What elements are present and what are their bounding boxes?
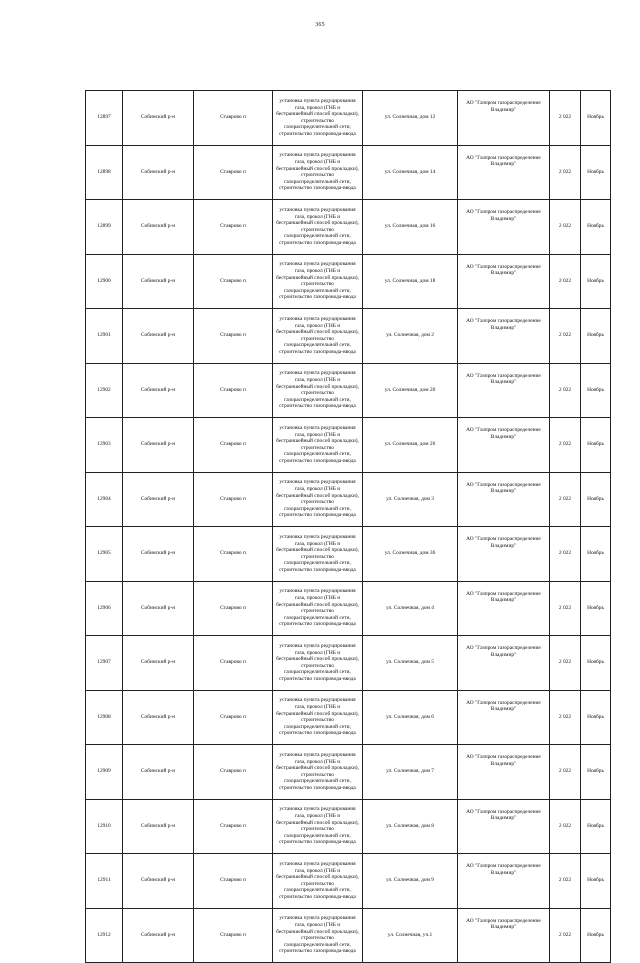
district-cell: Собинский р-н	[123, 254, 194, 309]
year-cell: 2 022	[550, 636, 581, 691]
district-cell: Собинский р-н	[123, 854, 194, 909]
organization-line: АО "Газпром газораспределение	[466, 427, 541, 433]
organization-line: Владимир"	[490, 542, 517, 549]
address-cell: ул. Солнечная, дом 20	[363, 363, 458, 418]
organization-cell	[458, 527, 550, 582]
district-cell: Собинский р-н	[123, 527, 194, 582]
work-description-cell	[273, 581, 363, 636]
work-description-cell	[273, 91, 363, 146]
table-row	[86, 799, 611, 854]
month-cell: Ноябрь	[581, 636, 611, 691]
work-description-cell	[273, 363, 363, 418]
address-cell: ул. Солнечная, дом 7	[363, 745, 458, 800]
table-row	[86, 854, 611, 909]
gasification-schedule-table	[85, 90, 611, 963]
address-cell: ул. Солнечная, дом 2	[363, 309, 458, 364]
locality-cell: Ставрово п	[194, 745, 273, 800]
work-description-line: строительство газопровода-ввода	[279, 294, 356, 301]
year-cell: 2 022	[550, 527, 581, 582]
table-row	[86, 908, 611, 963]
work-description-line: строительство	[301, 281, 334, 288]
organization-line: АО "Газпром газораспределение	[466, 263, 541, 270]
table-row	[86, 418, 611, 473]
table-row	[86, 636, 611, 691]
work-description-line: строительство	[301, 826, 334, 833]
work-description-line: строительство	[301, 553, 334, 560]
row-number-cell: 12907	[86, 636, 123, 691]
work-description-line: газораспределительной сети,	[284, 451, 351, 458]
row-number-cell: 12898	[86, 145, 123, 200]
work-description-line: газораспределительной сети,	[284, 887, 351, 894]
year-cell: 2 022	[550, 472, 581, 527]
locality-cell: Ставрово п	[194, 690, 273, 745]
work-description-line: установка пункта редуцирования	[279, 915, 356, 922]
organization-line: Владимир"	[490, 433, 517, 440]
organization-line: Владимир"	[490, 161, 517, 168]
work-description-line: бестраншейный способ прокладки),	[276, 928, 359, 935]
work-description-cell	[273, 527, 363, 582]
locality-cell: Ставрово п	[194, 472, 273, 527]
work-description-line: газораспределительной сети,	[284, 342, 351, 349]
table-row	[86, 91, 611, 146]
organization-cell	[458, 908, 550, 963]
work-description-line: газа, прокол (ГНБ и	[294, 431, 341, 438]
organization-cell	[458, 363, 550, 418]
district-cell: Собинский р-н	[123, 690, 194, 745]
organization-line: Владимир"	[490, 270, 517, 277]
organization-line: АО "Газпром газораспределение	[466, 590, 541, 597]
year-cell: 2 022	[550, 799, 581, 854]
table-row	[86, 472, 611, 527]
organization-line: АО "Газпром газораспределение	[466, 318, 541, 324]
work-description-line: бестраншейный способ прокладки),	[276, 111, 359, 118]
year-cell: 2 022	[550, 581, 581, 636]
address-cell: ул. Солнечная, дом 36	[363, 527, 458, 582]
organization-line: АО "Газпром газораспределение	[466, 808, 541, 815]
work-description-line: газа, прокол (ГНБ и	[294, 377, 341, 384]
work-description-line: строительство	[301, 335, 334, 342]
work-description-line: газа, прокол (ГНБ и	[294, 922, 341, 929]
organization-line: Владимир"	[490, 760, 517, 767]
work-description-line: установка пункта редуцирования	[279, 152, 356, 159]
work-description-line: газа, прокол (ГНБ и	[294, 704, 341, 711]
work-description-line: газораспределительной сети,	[284, 941, 351, 948]
organization-cell	[458, 690, 550, 745]
work-description-line: газораспределительной сети,	[284, 614, 351, 621]
organization-line: Владимир"	[490, 215, 517, 222]
organization-line: Владимир"	[490, 706, 517, 713]
work-description-line: строительство	[301, 880, 334, 887]
district-cell: Собинский р-н	[123, 363, 194, 418]
work-description-cell	[273, 254, 363, 309]
month-cell: Ноябрь	[581, 581, 611, 636]
month-cell: Ноябрь	[581, 309, 611, 364]
table-row	[86, 254, 611, 309]
work-description-line: строительство	[301, 662, 334, 669]
work-description-line: газа, прокол (ГНБ и	[294, 104, 341, 111]
month-cell: Ноябрь	[581, 418, 611, 473]
organization-line: Владимир"	[490, 869, 517, 876]
work-description-line: строительство	[301, 771, 334, 778]
work-description-line: установка пункта редуцирования	[279, 588, 356, 595]
locality-cell: Ставрово п	[194, 200, 273, 255]
work-description-cell	[273, 636, 363, 691]
organization-cell	[458, 91, 550, 146]
work-description-line: бестраншейный способ прокладки),	[276, 710, 359, 717]
address-cell: ул. Солнечная, дом 3	[363, 472, 458, 527]
work-description-line: установка пункта редуцирования	[279, 479, 356, 486]
work-description-line: бестраншейный способ прокладки),	[276, 874, 359, 881]
work-description-line: строительство газопровода-ввода	[279, 621, 356, 628]
locality-cell: Ставрово п	[194, 418, 273, 473]
work-description-line: установка пункта редуцирования	[279, 206, 356, 213]
address-cell: ул. Солнечная, дом 5	[363, 636, 458, 691]
month-cell: Ноябрь	[581, 527, 611, 582]
year-cell: 2 022	[550, 745, 581, 800]
work-description-line: установка пункта редуцирования	[279, 370, 356, 377]
locality-cell: Ставрово п	[194, 854, 273, 909]
table-row	[86, 527, 611, 582]
work-description-line: бестраншейный способ прокладки),	[276, 765, 359, 772]
work-description-line: газа, прокол (ГНБ и	[294, 540, 341, 547]
work-description-line: строительство	[301, 717, 334, 724]
work-description-line: газа, прокол (ГНБ и	[294, 867, 341, 874]
month-cell: Ноябрь	[581, 91, 611, 146]
row-number-cell: 12908	[86, 690, 123, 745]
year-cell: 2 022	[550, 418, 581, 473]
locality-cell: Ставрово п	[194, 799, 273, 854]
work-description-line: строительство газопровода-ввода	[279, 730, 356, 737]
work-description-line: бестраншейный способ прокладки),	[276, 492, 359, 499]
organization-line: АО "Газпром газораспределение	[466, 154, 541, 161]
work-description-cell	[273, 418, 363, 473]
work-description-line: строительство газопровода-ввода	[279, 348, 356, 355]
row-number-cell: 12901	[86, 309, 123, 364]
address-cell: ул. Солнечная, дом 8	[363, 799, 458, 854]
work-description-line: строительство газопровода-ввода	[279, 239, 356, 246]
address-cell: ул. Солнечная, дом 9	[363, 854, 458, 909]
work-description-line: строительство газопровода-ввода	[279, 130, 356, 137]
work-description-cell	[273, 799, 363, 854]
organization-cell	[458, 745, 550, 800]
work-description-line: строительство газопровода-ввода	[279, 185, 356, 192]
work-description-line: строительство газопровода-ввода	[279, 566, 356, 573]
organization-line: АО "Газпром газораспределение	[466, 481, 541, 488]
work-description-line: установка пункта редуцирования	[279, 315, 356, 322]
organization-cell	[458, 636, 550, 691]
work-description-line: строительство газопровода-ввода	[279, 948, 356, 955]
organization-cell	[458, 309, 550, 364]
district-cell: Собинский р-н	[123, 200, 194, 255]
work-description-line: строительство	[301, 935, 334, 942]
work-description-line: газораспределительной сети,	[284, 669, 351, 676]
year-cell: 2 022	[550, 91, 581, 146]
locality-cell: Ставрово п	[194, 636, 273, 691]
work-description-cell	[273, 200, 363, 255]
address-cell: ул. Солнечная, дом 12	[363, 91, 458, 146]
work-description-line: газа, прокол (ГНБ и	[294, 813, 341, 820]
organization-line: АО "Газпром газораспределение	[466, 372, 541, 379]
year-cell: 2 022	[550, 309, 581, 364]
district-cell: Собинский р-н	[123, 799, 194, 854]
address-cell: ул. Солнечная, дом 6	[363, 690, 458, 745]
row-number-cell: 12905	[86, 527, 123, 582]
work-description-line: бестраншейный способ прокладки),	[276, 165, 359, 172]
district-cell: Собинский р-н	[123, 908, 194, 963]
organization-line: Владимир"	[490, 651, 517, 658]
work-description-cell	[273, 854, 363, 909]
work-description-line: бестраншейный способ прокладки),	[276, 656, 359, 663]
month-cell: Ноябрь	[581, 254, 611, 309]
district-cell: Собинский р-н	[123, 418, 194, 473]
district-cell: Собинский р-н	[123, 472, 194, 527]
year-cell: 2 022	[550, 690, 581, 745]
address-cell: ул. Солнечная, дом 16	[363, 200, 458, 255]
month-cell: Ноябрь	[581, 745, 611, 800]
district-cell: Собинский р-н	[123, 636, 194, 691]
address-cell: ул. Солнечная, дом 26	[363, 418, 458, 473]
row-number-cell: 12899	[86, 200, 123, 255]
year-cell: 2 022	[550, 363, 581, 418]
work-description-line: газораспределительной сети,	[284, 560, 351, 567]
work-description-line: бестраншейный способ прокладки),	[276, 819, 359, 826]
work-description-line: газораспределительной сети,	[284, 287, 351, 294]
work-description-line: бестраншейный способ прокладки),	[276, 274, 359, 281]
work-description-line: установка пункта редуцирования	[279, 261, 356, 268]
locality-cell: Ставрово п	[194, 527, 273, 582]
table-row	[86, 363, 611, 418]
row-number-cell: 12909	[86, 745, 123, 800]
year-cell: 2 022	[550, 145, 581, 200]
row-number-cell: 12903	[86, 418, 123, 473]
organization-cell	[458, 472, 550, 527]
district-cell: Собинский р-н	[123, 145, 194, 200]
work-description-line: газа, прокол (ГНБ и	[294, 649, 341, 656]
month-cell: Ноябрь	[581, 799, 611, 854]
district-cell: Собинский р-н	[123, 309, 194, 364]
work-description-line: строительство газопровода-ввода	[279, 457, 356, 464]
work-description-line: бестраншейный способ прокладки),	[276, 601, 359, 608]
year-cell: 2 022	[550, 200, 581, 255]
work-description-cell	[273, 690, 363, 745]
locality-cell: Ставрово п	[194, 309, 273, 364]
locality-cell: Ставрово п	[194, 145, 273, 200]
year-cell: 2 022	[550, 254, 581, 309]
table-row	[86, 200, 611, 255]
locality-cell: Ставрово п	[194, 254, 273, 309]
district-cell: Собинский р-н	[123, 91, 194, 146]
organization-line: АО "Газпром газораспределение	[466, 754, 541, 760]
work-description-line: установка пункта редуцирования	[279, 642, 356, 649]
work-description-line: газораспределительной сети,	[284, 396, 351, 403]
work-description-line: газораспределительной сети,	[284, 124, 351, 131]
organization-cell	[458, 854, 550, 909]
work-description-line: газораспределительной сети,	[284, 505, 351, 512]
organization-cell	[458, 254, 550, 309]
work-description-line: строительство	[301, 608, 334, 615]
row-number-cell: 12910	[86, 799, 123, 854]
work-description-line: бестраншейный способ прокладки),	[276, 329, 359, 336]
organization-cell	[458, 581, 550, 636]
organization-cell	[458, 799, 550, 854]
organization-line: Владимир"	[490, 597, 517, 604]
work-description-line: строительство	[301, 117, 334, 124]
table-row	[86, 745, 611, 800]
work-description-line: строительство	[301, 444, 334, 451]
work-description-line: строительство	[301, 390, 334, 397]
work-description-line: газораспределительной сети,	[284, 723, 351, 730]
locality-cell: Ставрово п	[194, 363, 273, 418]
locality-cell: Ставрово п	[194, 908, 273, 963]
organization-line: АО "Газпром газораспределение	[466, 863, 541, 869]
work-description-line: строительство газопровода-ввода	[279, 893, 356, 900]
month-cell: Ноябрь	[581, 200, 611, 255]
work-description-line: газораспределительной сети,	[284, 233, 351, 240]
work-description-line: газораспределительной сети,	[284, 778, 351, 785]
organization-line: АО "Газпром газораспределение	[466, 100, 541, 106]
row-number-cell: 12911	[86, 854, 123, 909]
row-number-cell: 12902	[86, 363, 123, 418]
work-description-line: установка пункта редуцирования	[279, 751, 356, 758]
row-number-cell: 12906	[86, 581, 123, 636]
organization-line: АО "Газпром газораспределение	[466, 536, 541, 542]
row-number-cell: 12904	[86, 472, 123, 527]
work-description-line: строительство	[301, 499, 334, 506]
organization-line: Владимир"	[490, 379, 517, 386]
work-description-line: газа, прокол (ГНБ и	[294, 213, 341, 220]
work-description-line: бестраншейный способ прокладки),	[276, 438, 359, 445]
work-description-cell	[273, 745, 363, 800]
address-cell: ул. Солнечная, дом 4	[363, 581, 458, 636]
address-cell: ул. Солнечная, уч.1	[363, 908, 458, 963]
row-number-cell: 12897	[86, 91, 123, 146]
work-description-line: газораспределительной сети,	[284, 832, 351, 839]
address-cell: ул. Солнечная, дом 18	[363, 254, 458, 309]
work-description-line: газа, прокол (ГНБ и	[294, 268, 341, 275]
work-description-line: установка пункта редуцирования	[279, 533, 356, 540]
address-cell: ул. Солнечная, дом 14	[363, 145, 458, 200]
work-description-line: строительство газопровода-ввода	[279, 839, 356, 846]
work-description-cell	[273, 472, 363, 527]
work-description-line: газа, прокол (ГНБ и	[294, 595, 341, 602]
organization-line: АО "Газпром газораспределение	[466, 699, 541, 706]
work-description-line: газа, прокол (ГНБ и	[294, 159, 341, 166]
work-description-cell	[273, 145, 363, 200]
month-cell: Ноябрь	[581, 908, 611, 963]
table-row	[86, 309, 611, 364]
month-cell: Ноябрь	[581, 145, 611, 200]
month-cell: Ноябрь	[581, 472, 611, 527]
organization-line: Владимир"	[490, 324, 517, 331]
work-description-line: установка пункта редуцирования	[279, 697, 356, 704]
work-description-line: строительство газопровода-ввода	[279, 403, 356, 410]
work-description-line: строительство	[301, 172, 334, 179]
work-description-line: строительство газопровода-ввода	[279, 512, 356, 519]
work-description-line: газа, прокол (ГНБ и	[294, 758, 341, 765]
organization-line: АО "Газпром газораспределение	[466, 917, 541, 924]
work-description-line: газа, прокол (ГНБ и	[294, 322, 341, 329]
district-cell: Собинский р-н	[123, 581, 194, 636]
page-number: 365	[315, 22, 325, 28]
work-description-line: бестраншейный способ прокладки),	[276, 547, 359, 554]
work-description-line: установка пункта редуцирования	[279, 860, 356, 867]
year-cell: 2 022	[550, 908, 581, 963]
work-description-line: строительство	[301, 226, 334, 233]
organization-line: Владимир"	[490, 924, 517, 931]
organization-line: Владимир"	[490, 488, 517, 495]
district-cell: Собинский р-н	[123, 745, 194, 800]
row-number-cell: 12900	[86, 254, 123, 309]
work-description-line: газа, прокол (ГНБ и	[294, 486, 341, 493]
organization-line: АО "Газпром газораспределение	[466, 645, 541, 651]
year-cell: 2 022	[550, 854, 581, 909]
table-row	[86, 145, 611, 200]
month-cell: Ноябрь	[581, 854, 611, 909]
work-description-line: строительство газопровода-ввода	[279, 675, 356, 682]
row-number-cell: 12912	[86, 908, 123, 963]
organization-cell	[458, 200, 550, 255]
organization-cell	[458, 145, 550, 200]
organization-line: Владимир"	[490, 106, 517, 113]
work-description-line: установка пункта редуцирования	[279, 424, 356, 431]
work-description-cell	[273, 908, 363, 963]
locality-cell: Ставрово п	[194, 91, 273, 146]
work-description-line: бестраншейный способ прокладки),	[276, 383, 359, 390]
organization-line: Владимир"	[490, 815, 517, 822]
table-row	[86, 581, 611, 636]
organization-line: АО "Газпром газораспределение	[466, 209, 541, 215]
month-cell: Ноябрь	[581, 363, 611, 418]
month-cell: Ноябрь	[581, 690, 611, 745]
work-description-line: строительство газопровода-ввода	[279, 784, 356, 791]
work-description-line: установка пункта редуцирования	[279, 806, 356, 813]
work-description-line: бестраншейный способ прокладки),	[276, 220, 359, 227]
work-description-cell	[273, 309, 363, 364]
locality-cell: Ставрово п	[194, 581, 273, 636]
work-description-line: установка пункта редуцирования	[279, 97, 356, 104]
organization-cell	[458, 418, 550, 473]
work-description-line: газораспределительной сети,	[284, 178, 351, 185]
table-row	[86, 690, 611, 745]
